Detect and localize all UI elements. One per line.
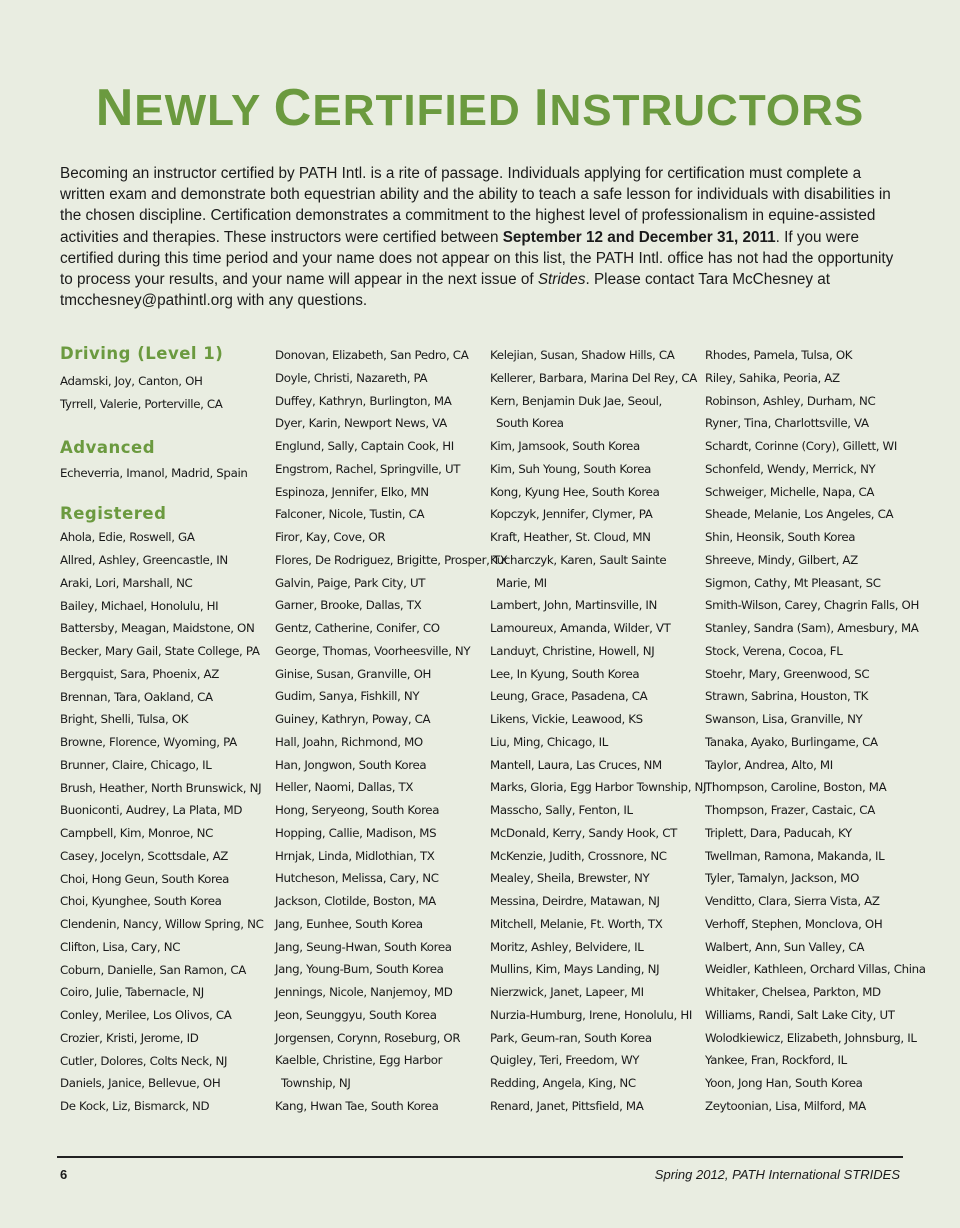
page-title: NEWLY CERTIFIED INSTRUCTORS [95,79,865,137]
list-item: Mullins, Kim, Mays Landing, NJ [490,962,660,977]
list-item: Kellerer, Barbara, Marina Del Rey, CA [490,370,698,385]
list-item: Thompson, Caroline, Boston, MA [705,780,887,795]
list-item: Garner, Brooke, Dallas, TX [275,598,422,613]
list-item: South Korea [496,416,564,431]
list-item: Firor, Kay, Cove, OR [275,530,386,544]
list-item: Twellman, Ramona, Makanda, IL [705,848,885,863]
list-item: Gentz, Catherine, Conifer, CO [275,621,440,635]
list-item: Ginise, Susan, Granville, OH [275,666,432,681]
list-item: Ryner, Tina, Charlottsville, VA [705,416,869,431]
list-item: Sigmon, Cathy, Mt Pleasant, SC [705,575,881,590]
list-item: Crozier, Kristi, Jerome, ID [60,1030,199,1045]
list-item: Thompson, Frazer, Castaic, CA [705,803,875,817]
registered-list [60,526,270,1118]
list-item: Venditto, Clara, Sierra Vista, AZ [705,894,880,908]
list-item: Allred, Ashley, Greencastle, IN [60,553,228,567]
section-heading-advanced: Advanced [60,437,155,457]
list-item: Jang, Young-Bum, South Korea [275,962,444,977]
list-item: Stanley, Sandra (Sam), Amesbury, MA [705,621,919,635]
list-item: Kopczyk, Jennifer, Clymer, PA [490,507,653,522]
list-item: Galvin, Paige, Park City, UT [275,575,426,590]
list-item: Mitchell, Melanie, Ft. Worth, TX [490,916,663,931]
list-item: Kucharczyk, Karen, Sault Sainte [490,552,667,567]
list-item: Adamski, Joy, Canton, OH [60,374,203,388]
list-item: Espinoza, Jennifer, Elko, MN [275,484,429,499]
list-item: Rhodes, Pamela, Tulsa, OK [705,348,853,362]
list-item: Clendenin, Nancy, Willow Spring, NC [60,917,264,931]
column-4 [705,342,926,1118]
list-item: Jorgensen, Corynn, Roseburg, OR [275,1030,461,1045]
list-item: Cutler, Dolores, Colts Neck, NJ [60,1053,228,1068]
list-item: Riley, Sahika, Peoria, AZ [705,370,840,385]
list-item: Choi, Hong Geun, South Korea [60,871,230,886]
registered-list-3 [490,344,707,1118]
issue-footer: Spring 2012, PATH International STRIDES [654,1167,900,1182]
list-item: Kim, Suh Young, South Korea [490,461,652,476]
list-item: Schonfeld, Wendy, Merrick, NY [705,461,876,476]
list-item: Jackson, Clotilde, Boston, MA [275,894,436,908]
list-item: Hall, Joahn, Richmond, MO [275,734,423,749]
advanced-list [60,462,270,485]
list-item: Taylor, Andrea, Alto, MI [705,757,833,772]
list-item: Campbell, Kim, Monroe, NC [60,826,214,840]
list-item: Stock, Verena, Cocoa, FL [705,643,843,658]
list-item: Shreeve, Mindy, Gilbert, AZ [705,552,858,567]
list-item: Walbert, Ann, Sun Valley, CA [705,939,865,954]
list-item: Masscho, Sally, Fenton, IL [490,803,633,817]
list-item: Marks, Gloria, Egg Harbor Township, NJ [490,780,707,795]
list-item: Echeverria, Imanol, Madrid, Spain [60,465,248,480]
list-item: Mealey, Sheila, Brewster, NY [490,871,650,886]
list-item: Casey, Jocelyn, Scottsdale, AZ [60,848,229,863]
list-item: Kang, Hwan Tae, South Korea [275,1098,439,1113]
list-item: Guiney, Kathryn, Poway, CA [275,712,431,726]
list-item: Kong, Kyung Hee, South Korea [490,484,660,499]
list-item: Clifton, Lisa, Cary, NC [60,939,181,954]
list-item: Park, Geum-ran, South Korea [490,1030,652,1045]
list-item: Kaelble, Christine, Egg Harbor [275,1053,443,1068]
list-item: Duffey, Kathryn, Burlington, MA [275,393,452,408]
list-item: Renard, Janet, Pittsfield, MA [490,1098,644,1113]
list-item: Verhoff, Stephen, Monclova, OH [705,916,883,931]
list-item: De Kock, Liz, Bismarck, ND [60,1099,210,1113]
list-item: Yankee, Fran, Rockford, IL [705,1053,847,1068]
section-heading-driving: Driving (Level 1) [60,344,224,363]
list-item: Kraft, Heather, St. Cloud, MN [490,530,651,544]
list-item: Flores, De Rodriguez, Brigitte, Prosper, TX [275,552,508,567]
list-item: Williams, Randi, Salt Lake City, UT [705,1007,895,1022]
list-item: Strawn, Sabrina, Houston, TK [705,689,869,704]
registered-list-2 [275,344,508,1118]
list-item: Dyer, Karin, Newport News, VA [275,416,447,431]
list-item: Brunner, Claire, Chicago, IL [60,757,212,772]
intro-paragraph: Becoming an instructor certified by PATH Intl. is a rite of passage. Individuals applying for certification must complete a written exam and demonstrate both equestrian ability and the ability to teach a safe lesson for individuals with disabilities in the chosen discipline. Certification demonstrates a commitment to the highest level of professionalism in equine-assisted activities and therapies. These instructors were certified between September 12 and December 31, 2011. If you were certified during this time period and your name does not appear on this list, the PATH Intl. office has not had the opportunity to process your results, and your name will appear in the next issue of Strides. Please contact Tara McChesney at tmcchesney@pathintl.org with any questions. [60,165,894,310]
list-item: Mantell, Laura, Las Cruces, NM [490,757,662,772]
list-item: Whitaker, Chelsea, Parkton, MD [705,985,881,999]
list-item: Yoon, Jong Han, South Korea [705,1076,863,1090]
list-item: Conley, Merilee, Los Olivos, CA [60,1008,232,1022]
list-item: Sheade, Melanie, Los Angeles, CA [705,507,894,522]
list-item: Buoniconti, Audrey, La Plata, MD [60,803,243,818]
instructor-columns [60,342,926,1132]
list-item: Brennan, Tara, Oakland, CA [60,689,213,704]
list-item: Messina, Deirdre, Matawan, NJ [490,894,660,908]
list-item: Zeytoonian, Lisa, Milford, MA [705,1098,866,1113]
list-item: Hutcheson, Melissa, Cary, NC [275,871,439,886]
list-item: Bright, Shelli, Tulsa, OK [60,712,189,727]
list-item: Coburn, Danielle, San Ramon, CA [60,962,246,977]
list-item: Donovan, Elizabeth, San Pedro, CA [275,348,469,362]
list-item: Leung, Grace, Pasadena, CA [490,689,648,704]
column-2 [275,342,508,1118]
list-item: Kelejian, Susan, Shadow Hills, CA [490,348,675,362]
certification-dates: September 12 and December 31, 2011 [502,228,776,246]
list-item: George, Thomas, Voorheesville, NY [275,643,471,658]
list-item: Gudim, Sanya, Fishkill, NY [275,689,420,704]
list-item: Shin, Heonsik, South Korea [705,530,856,544]
list-item: Han, Jongwon, South Korea [275,757,427,772]
list-item: Liu, Ming, Chicago, IL [490,734,609,749]
list-item: Brush, Heather, North Brunswick, NJ [60,780,262,795]
list-item: Lamoureux, Amanda, Wilder, VT [490,621,671,635]
list-item: Landuyt, Christine, Howell, NJ [490,643,655,658]
column-1 [60,342,270,1118]
list-item: Stoehr, Mary, Greenwood, SC [705,666,870,681]
list-item: Marie, MI [496,575,547,590]
list-item: Jang, Eunhee, South Korea [275,916,423,931]
list-item: Doyle, Christi, Nazareth, PA [275,370,428,385]
list-item: Hong, Seryeong, South Korea [275,803,440,817]
list-item: Wolodkiewicz, Elizabeth, Johnsburg, IL [705,1030,917,1045]
list-item: Bailey, Michael, Honolulu, HI [60,598,219,613]
footer-rule [57,1156,903,1158]
list-item: Redding, Angela, King, NC [490,1076,636,1090]
list-item: Battersby, Meagan, Maidstone, ON [60,621,255,636]
column-3 [490,342,707,1118]
list-item: Becker, Mary Gail, State College, PA [60,644,260,658]
list-item: Nierzwick, Janet, Lapeer, MI [490,985,644,999]
registered-list-4 [705,344,926,1118]
list-item: Hrnjak, Linda, Midlothian, TX [275,848,435,863]
list-item: Moritz, Ashley, Belvidere, IL [490,939,644,954]
list-item: Quigley, Teri, Freedom, WY [490,1053,640,1068]
publication-name: Strides [537,271,586,289]
list-item: Bergquist, Sara, Phoenix, AZ [60,666,219,681]
list-item: McKenzie, Judith, Crossnore, NC [490,848,667,863]
list-item: Kern, Benjamin Duk Jae, Seoul, [490,393,662,408]
list-item: Ahola, Edie, Roswell, GA [60,530,195,545]
list-item: Falconer, Nicole, Tustin, CA [275,507,425,522]
list-item: Schardt, Corinne (Cory), Gillett, WI [705,439,897,453]
list-item: Hopping, Callie, Madison, MS [275,825,437,840]
list-item: Robinson, Ashley, Durham, NC [705,393,876,408]
list-item: Coiro, Julie, Tabernacle, NJ [60,985,204,1000]
list-item: Tyrrell, Valerie, Porterville, CA [60,396,223,411]
list-item: Lambert, John, Martinsville, IN [490,598,657,613]
list-item: Likens, Vickie, Leawood, KS [490,712,643,726]
list-item: Schweiger, Michelle, Napa, CA [705,484,875,499]
list-item: Choi, Kyunghee, South Korea [60,894,222,909]
list-item: Nurzia-Humburg, Irene, Honolulu, HI [490,1007,692,1022]
list-item: Tyler, Tamalyn, Jackson, MO [705,871,860,886]
list-item: Smith-Wilson, Carey, Chagrin Falls, OH [705,598,920,613]
list-item: Triplett, Dara, Paducah, KY [705,825,852,840]
list-item: Kim, Jamsook, South Korea [490,439,640,453]
list-item: Lee, In Kyung, South Korea [490,666,640,681]
list-item: Engstrom, Rachel, Springville, UT [275,461,461,476]
list-item: Township, NJ [281,1076,351,1090]
list-item: Daniels, Janice, Bellevue, OH [60,1076,221,1091]
page-number: 6 [60,1167,68,1182]
list-item: Tanaka, Ayako, Burlingame, CA [705,734,878,749]
section-heading-registered: Registered [60,504,167,524]
list-item: Araki, Lori, Marshall, NC [60,575,193,590]
list-item: Swanson, Lisa, Granville, NY [705,712,863,726]
list-item: Weidler, Kathleen, Orchard Villas, China [705,962,926,977]
list-item: Jeon, Seunggyu, South Korea [275,1007,437,1022]
list-item: McDonald, Kerry, Sandy Hook, CT [490,825,677,840]
list-item: Jennings, Nicole, Nanjemoy, MD [275,985,453,999]
list-item: Heller, Naomi, Dallas, TX [275,780,414,795]
list-item: Englund, Sally, Captain Cook, HI [275,439,454,453]
list-item: Browne, Florence, Wyoming, PA [60,735,237,749]
list-item: Jang, Seung-Hwan, South Korea [275,939,452,954]
driving-list [60,370,270,416]
